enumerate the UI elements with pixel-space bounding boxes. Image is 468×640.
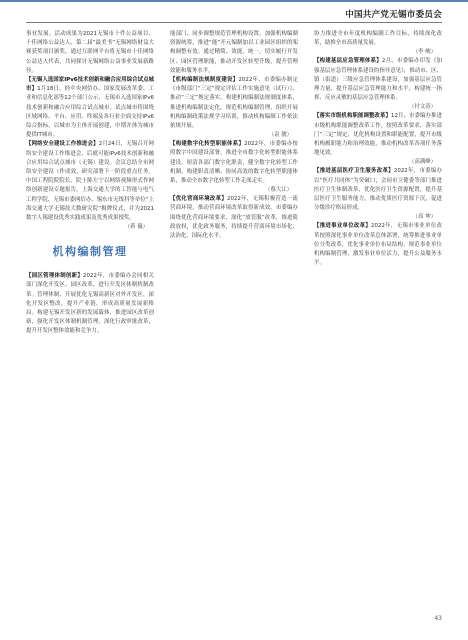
news-item-title: 【落实市级机构职能调整改革】 <box>314 113 392 120</box>
text-column-3 <box>314 30 442 602</box>
news-item-title: 【推进基层医疗卫生服务改革】 <box>314 168 394 175</box>
news-item-title: 【网络安全建设工作推进会】 <box>26 141 99 148</box>
news-item <box>26 272 154 336</box>
news-item <box>314 167 442 213</box>
paragraph: 能部门、同步调整规范管理机构设置，加强机构编制资源统筹，推进“能”开元编制加以工业园区组织的架构调整有效。通过精简、效能、统一。切实履行开发区、园区管理职能，推动开发区转型升级，提升管理效能和服务水平。 <box>170 31 298 74</box>
news-item <box>314 112 442 158</box>
author-signature: （蒋 薇） <box>124 224 148 231</box>
header-title: 中国共产党无锡市委员会 <box>345 10 442 20</box>
paragraph: 事业发展。活动成果为2021无锡市十件公益项目、十佳网络公益达人、第二届“最美书”无锡网络财益大赛获奖项目颁奖，通过互联网平台将无锡市十佳网络公益达人代表，共同探讨无锡网络公益事业发展新路径。 <box>26 31 154 74</box>
news-item-body: 2月，市委编办印发《加强基层应急管理体系建设的指导意见》，推动市、区、镇（街道）三级应急管理体系建设，加强基层应急管理力量，提升基层应急管理能力和水平，构建统一指挥、反应灵敏的基层应急管理体系。 <box>314 58 442 102</box>
text-column-2 <box>170 30 298 602</box>
news-item-title: 【构建基层应急管理体系】 <box>314 58 382 65</box>
news-item <box>170 140 298 186</box>
section-banner <box>26 238 154 264</box>
news-item-title: 【园区管理体制创新】 <box>26 273 84 280</box>
header-accent-bar <box>0 0 468 2</box>
news-item <box>26 76 154 140</box>
news-item-title: 【推进事业单位改革】 <box>314 223 372 230</box>
news-item-title: 【优化营商环境改革】 <box>170 196 228 203</box>
text-column-1 <box>26 30 154 602</box>
header-rule <box>26 22 442 23</box>
news-item-body: 12月，市委编办推进市级机构职能调整改革工作，按照改革要求，落实部门“三定”规定，优化机构设置和职能配置，提升市级机构履职能力和治理效能，推动机构改革各项任务落地见效。 <box>314 113 442 157</box>
news-item-body: 2022年，市委编办制定《市级部门“三定”规定评估工作实施意见（试行）》、推动“三定”规定落实。构建机构编制法规制度体系，推进机构编制法定化，规范机构编制管理，组织开展机构编制政策法规学习培训，推动机构编制工作依法依规开展。 <box>170 77 298 130</box>
news-item-title: 【构建数字化转型职能体系】 <box>170 141 245 148</box>
news-item <box>314 57 442 103</box>
author-signature: （高满峰） <box>409 159 436 166</box>
author-signature: （付文涛） <box>409 104 436 111</box>
author-signature: （李 峻） <box>412 49 436 56</box>
page-number: 43 <box>434 615 442 622</box>
news-item-body: 2022年，无锡积极营造一流营商环境，推动营商环境改革取得新成效。市委编办围绕优化营商环境要求，深化“放管服”改革，推进简政放权，优化政务服务，持续提升营商环境市场化、法治化、国际化水平。 <box>170 196 298 240</box>
news-item-body: 2月24日，无锡召开网络安全建设工作推进会。后就可能IPv6技术创新和融合应用综合试点城市（无锡）建设。会议总结全市网络安全建设（作成效，研究部署下一阶段重点任务。中国工程院院院长、院士陈左宁以网络视频形式作网络创新建设专题报告。上海交通大学的工智能与电气工程学院、无锡市委网信办、锡东市无线科等单位“上海交通大学无锡技大数研究院”揭牌仪式，并为2021数字人锡建设优秀实践成果及优秀成果授奖。 <box>26 141 154 222</box>
news-item-title: 【机构编制法规制度建设】 <box>170 77 239 84</box>
news-item-body: 2022年，市委编办会同相关部门深化开发区、园区改革，进行开发区体制机制改革。管理体制、开展优化无锡高新区对外开发区，深化开发区整改，提升产业链，形成高质量发展新格局。构建无锡开发区新的发展载体，推进园区改革创新，强化开发区体制机制管理，深化行政审批改革，提升开发区整体效能和竞争力。 <box>26 273 154 335</box>
news-item <box>170 76 298 131</box>
news-item-body: 2022年，无锡市事业单位改革按照深化事业单位改革总体部署，统筹推进事业单位分类改革，优化事业单位布局结构，规范事业单位机构编制管理，激发事业单位活力，提升公益服务水平。 <box>314 223 442 267</box>
news-item-body: 2022年，市委编办以“医疗共同体”为突破口，会同市卫健委等部门推进医疗卫生体制改革，优化医疗卫生资源配置，提升基层医疗卫生服务能力，推动优质医疗资源下沉，促进分级诊疗格局形成。 <box>314 168 442 212</box>
paragraph: 协力推进全市年度机构编制工作目标，持续深化改革，助推全市高质量发展。 <box>314 31 442 47</box>
news-item <box>314 222 442 268</box>
news-item-title: 【无锡入选国家IPv6技术创新和融合应用综合试点城市】 <box>26 77 154 93</box>
author-signature: （蔡大江） <box>265 187 292 194</box>
news-item <box>170 195 298 241</box>
news-item-body: 1月18日，经中央网信办、国家发展改革委、工业和信息化部等12个部门公示，无锡市入选国家IPv6技术创新和融合应用综合试点城市。试点城市将围绕区域网络、平台、应用、终端及各行业全面支持IPv6综合指标，以城市为主体开展创建，中期并体为城市提供IT城市。 <box>26 86 154 139</box>
author-signature: （袁 靓） <box>268 132 292 139</box>
news-item <box>26 140 154 223</box>
author-signature: （高 坤） <box>412 214 436 221</box>
page-header <box>0 0 468 24</box>
news-item-body: 2022年，市委编办按照数字中国建设部署，推进全市数字化转型职能体系建设，厘清各部门数字化职责，健全数字化转型工作机制，构建职责清晰、协同高效的数字化转型职能体系，推动全市数字化转型工作走深走实。 <box>170 141 298 185</box>
section-title: 机构编制管理 <box>52 245 128 259</box>
